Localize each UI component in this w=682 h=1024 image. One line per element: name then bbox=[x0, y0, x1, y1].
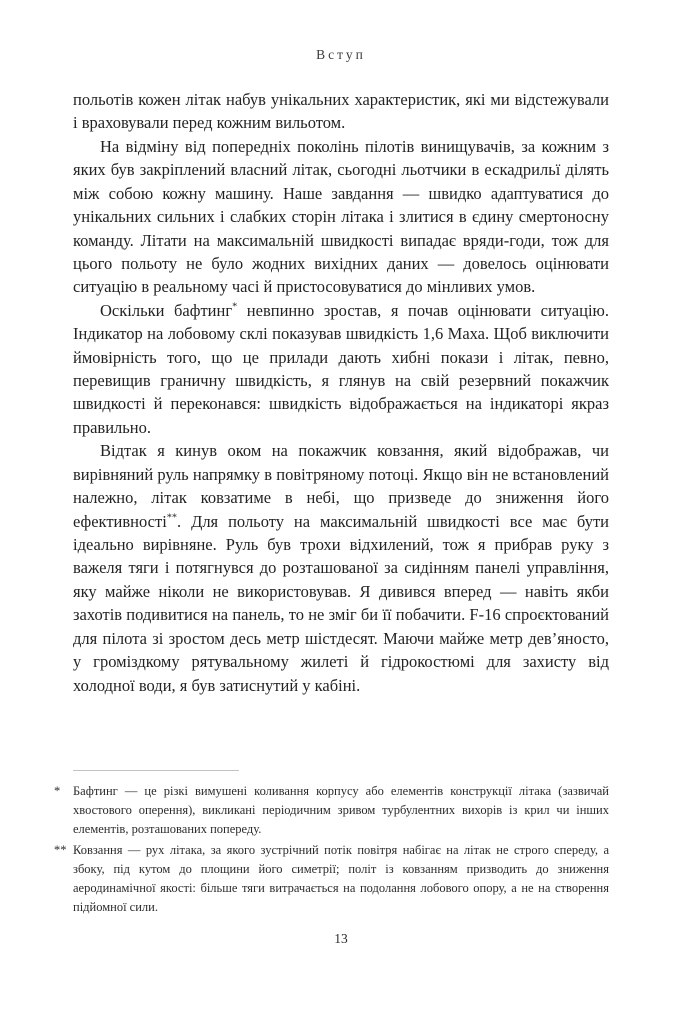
paragraph bbox=[73, 439, 609, 697]
footnotes-section bbox=[54, 770, 609, 919]
paragraph bbox=[73, 88, 609, 135]
page-number: 13 bbox=[334, 931, 348, 946]
footnote bbox=[54, 841, 609, 916]
paragraph-text: польотів кожен літак набув унікальних характеристик, які ми відстежували і враховували перед кожним вильотом. bbox=[73, 90, 609, 133]
footnote-marker: * bbox=[54, 784, 61, 798]
paragraph-text: . Для польоту на максимальній швидкості все має бути ідеально вирівняне. Руль був трохи відхилений, тож я прибрав руку з важеля тяги і потягнувся до розташованої за сидінням панелі управління, яку майже ніколи не використовував. Я дивився вперед — навіть якби захотів подивитися на панель, то не зміг би її побачити. F-16 спроєктований для пілота зі зростом десь метр шістдесят. Маючи майже метр дев’яносто, у громіздкому рятувальному жилеті й гідрокостюмі для захисту від холодної води, я був затиснутий у кабіні. bbox=[73, 511, 609, 695]
paragraph-text: Відтак я кинув оком на покажчик ковзання, який відображав, чи вирівняний руль напрямку в повітряному потоці. Якщо він не встановлений належно, літак ковзатиме в небі, що призведе до зниження його ефективності bbox=[73, 441, 609, 531]
footnote-divider bbox=[73, 770, 239, 771]
footnote-text: Ковзання — рух літака, за якого зустрічний потік повітря набігає на літак не строго спереду, а збоку, під кутом до площини його симетрії; політ із ковзанням призводить до зниження аеродинамічної якості: більше тяги витрачається на подолання лобового опору, а не на створення підйомної сили. bbox=[73, 843, 609, 914]
footnote-text: Бафтинг — це різкі вимушені коливання корпусу або елементів конструкції літака (зазвичай хвостового оперення), викликані періодичним зривом турбулентних вихорів із крил чи інших елементів, розташованих попереду. bbox=[73, 784, 609, 836]
paragraph-text: Оскільки бафтинг bbox=[100, 300, 233, 320]
footnote-ref-1: * bbox=[232, 301, 238, 313]
footnote-marker: ** bbox=[54, 843, 67, 858]
paragraph-text: невпинно зростав, я почав оцінювати ситуацію. Індикатор на лобовому склі показував швидкість 1,6 Маха. Щоб виключити ймовірність того, що це прилади дають хибні покази і літак, певно, перевищив граничну швидкість, я глянув на свій резервний покажчик швидкості й переконався: швидкість відображається на індикаторі якраз правильно. bbox=[73, 300, 609, 437]
paragraph-text: На відміну від попередніх поколінь пілотів винищувачів, за кожним з яких був закріплений власний літак, сьогодні льотчики в ескадрильї ділять між собою кожну машину. Наше завдання — швидко адаптуватися до унікальних сильних і слабких сторін літака і злитися в єдину смертоносну команду. Літати на максимальній швидкості випадає вряди-годи, тож для цього польоту не було жодних вихідних даних — довелось оцінювати ситуацію в реальному часі й пристосовуватися до мінливих умов. bbox=[73, 136, 609, 297]
body-text bbox=[73, 88, 609, 697]
paragraph bbox=[73, 299, 609, 440]
chapter-header: Вступ bbox=[316, 47, 366, 62]
paragraph bbox=[73, 135, 609, 299]
footnote-ref-2: ** bbox=[166, 512, 177, 524]
footnote bbox=[54, 782, 609, 838]
